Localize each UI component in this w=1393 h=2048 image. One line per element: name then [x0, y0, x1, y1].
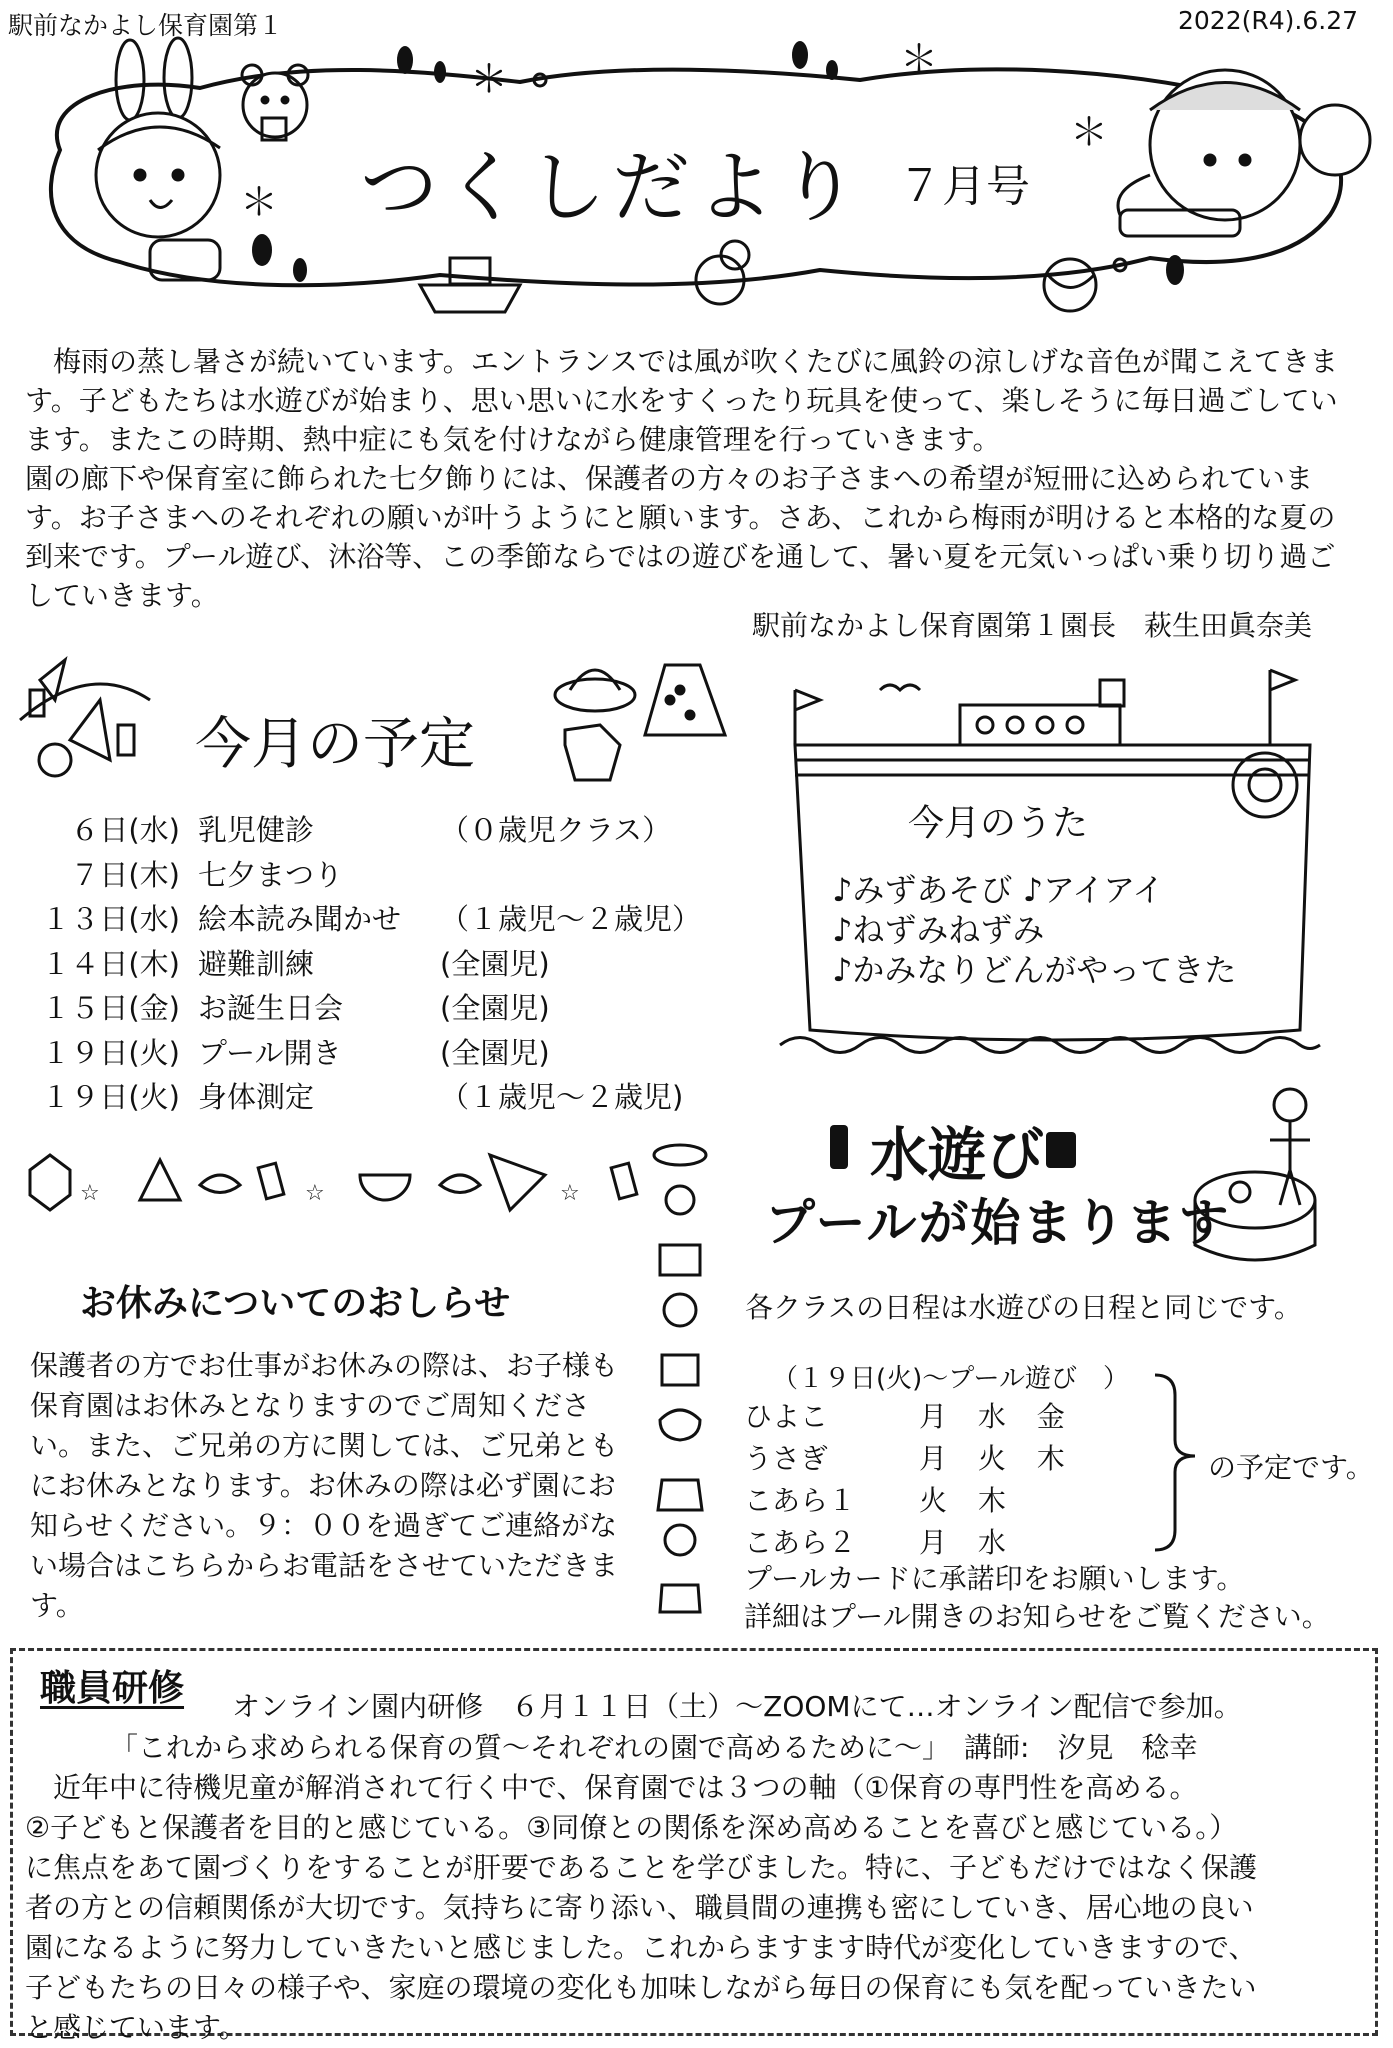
- schedule-date: １３日(水): [41, 902, 180, 936]
- svg-text:＊: ＊: [470, 57, 509, 101]
- staff-body-line: 園になるように努力していきたいと感じました。これからますます時代が変化していきますので、: [25, 1931, 1257, 1964]
- staff-body-line: 子どもたちの日々の様子や、家庭の環境の変化も加味しながら毎日の保育にも気を配っていきたい: [25, 1971, 1257, 2004]
- schedule-event: 乳児健診: [198, 813, 315, 847]
- staff-body-line: 者の方との信頼関係が大切です。気持ちに寄り添い、職員間の連携も密にしていき、居心地の良い: [25, 1891, 1254, 1924]
- pool-footer-line: 詳細はプール開きのお知らせをご覧ください。: [744, 1600, 1330, 1633]
- pool-note: 各クラスの日程は水遊びの日程と同じです。: [745, 1291, 1302, 1324]
- schedule-event: 避難訓練: [198, 946, 315, 981]
- oyasumi-title: お休みについてのおしらせ: [80, 1283, 511, 1324]
- issue-number: ７月号: [898, 161, 1030, 212]
- staff-training-info: オンライン園内研修 ６月１１日（土）～ZOOMにて…オンライン配信で参加。: [232, 1690, 1242, 1723]
- schedule-event: お誕生日会: [198, 991, 344, 1025]
- pool-footer: [744, 1560, 1330, 1636]
- song-item: ♪みずあそび ♪アイアイ: [832, 871, 1165, 909]
- svg-text:☆: ☆: [80, 1181, 100, 1206]
- schedule-date: １５日(金): [41, 991, 180, 1025]
- intro-paragraph: 梅雨の蒸し暑さが続いています。エントランスでは風が吹くたびに風鈴の涼しげな音色が聞こえてきます。子どもたちは水遊びが始まり、思い思いに水をすくったり玩具を使って、楽しそうに毎日過ごしています。またこの時期、熱中症にも気を付けながら健康管理を行っていきます。: [25, 345, 1338, 456]
- svg-text:☆: ☆: [305, 1181, 325, 1206]
- song-item: ♪かみなりどんがやってきた: [832, 951, 1237, 989]
- pool-class-name: こあら１: [744, 1484, 857, 1517]
- pool-title-main: 水遊び: [870, 1121, 1045, 1189]
- rabbit-illustration: [96, 38, 220, 280]
- nursery-name: 駅前なかよし保育園第１: [8, 11, 284, 40]
- svg-text:＊: ＊: [900, 37, 939, 81]
- schedule-date: １４日(木): [41, 946, 180, 981]
- pool-class-days: 月 水: [919, 1526, 1010, 1559]
- staff-title: 職員研修: [40, 1668, 185, 1709]
- schedule-event: 身体測定: [198, 1080, 315, 1114]
- schedule-note: (全園児): [440, 991, 550, 1025]
- intro-paragraph: 園の廊下や保育室に飾られた七夕飾りには、保護者の方々のお子さまへの希望が短冊に込められています。お子さまへのそれぞれの願いが叶うようにと願います。さあ、これから梅雨が明けると本格的な夏の到来です。プール遊び、沐浴等、この季節ならではの遊びを通して、暑い夏を元気いっぱい乗り切り過ごしていきます。: [25, 462, 1336, 612]
- pool-start-note: （１９日(火)～プール遊び ）: [772, 1364, 1129, 1394]
- schedule-note: (全園児): [440, 1035, 550, 1070]
- schedule-date: １９日(火): [41, 1035, 180, 1070]
- schedule-date: ６日(水): [70, 813, 180, 847]
- issue-date: 2022(R4).6.27: [1178, 6, 1359, 35]
- schedule-title: 今月の予定: [195, 712, 475, 777]
- pool-class-name: こあら２: [744, 1526, 857, 1559]
- svg-text:☆: ☆: [560, 1181, 580, 1206]
- schedule-event: 絵本読み聞かせ: [198, 902, 402, 936]
- clothes-illustration: [555, 665, 725, 780]
- pool-brace: [1155, 1375, 1195, 1550]
- schedule-date: ７日(木): [70, 857, 180, 892]
- pool-title-sub: プールが始まります: [765, 1194, 1231, 1252]
- schedule-note: （１歳児～２歳児): [440, 1080, 684, 1114]
- oyasumi-body: 保護者の方でお仕事がお休みの際は、お子様も保育園はお休みとなりますのでご周知ください。また、ご兄弟の方に関しては、ご兄弟ともにお休みとなります。お休みの際は必ず園にお知らせください。９：００を過ぎてご連絡がない場合はこちらからお電話をさせていただきます。: [30, 1349, 619, 1622]
- intro-text: [25, 342, 1350, 615]
- schedule-date: １９日(火): [41, 1080, 180, 1114]
- schedule-event: プール開き: [198, 1035, 342, 1070]
- summer-icon-row: [30, 1155, 637, 1210]
- staff-body-line: 近年中に待機児童が解消されて行く中で、保育園では３つの軸（①保育の専門性を高める。: [25, 1771, 1198, 1804]
- song-item: ♪ねずみねずみ: [832, 911, 1045, 949]
- director-signature: 駅前なかよし保育園第１園長 萩生田眞奈美: [752, 609, 1313, 642]
- schedule-event: 七夕まつり: [198, 857, 344, 892]
- pool-class-name: ひよこ: [744, 1400, 829, 1433]
- pool-class-days: 火 木: [919, 1484, 1010, 1517]
- song-title: 今月のうた: [908, 803, 1089, 844]
- schedule-note: （１歳児～２歳児）: [440, 902, 702, 936]
- pool-footer-line: プールカードに承諾印をお願いします。: [744, 1562, 1245, 1595]
- pool-class-name: うさぎ: [744, 1442, 829, 1475]
- schedule-note: （０歳児クラス）: [440, 813, 672, 847]
- pool-brace-text: の予定です。: [1208, 1451, 1374, 1484]
- staff-body-line: ②子どもと保護者を目的と感じている。③同僚との関係を深め高めることを喜びと感じている。）: [25, 1811, 1238, 1844]
- ship-illustration: [780, 670, 1320, 1053]
- pool-class-days: 月 水 金: [919, 1400, 1069, 1433]
- schedule-note: (全園児): [440, 946, 550, 981]
- pool-class-days: 月 火 木: [919, 1442, 1069, 1475]
- staff-training-topic: 「これから求められる保育の質～それぞれの園で高めるために～」 講師: 汐見 稔幸: [110, 1731, 1198, 1764]
- svg-text:＊: ＊: [1070, 110, 1109, 154]
- svg-text:＊: ＊: [240, 180, 279, 224]
- newsletter-title: つくしだより: [360, 143, 865, 233]
- vertical-icon-column: [654, 1145, 706, 1612]
- tanabata-illustration: [20, 660, 150, 776]
- staff-body-line: と感じています。: [25, 2011, 247, 2044]
- song-list: [832, 870, 1236, 990]
- staff-body-line: に焦点をあて園づくりをすることが肝要であることを学びました。特に、子どもだけではなく保護: [25, 1851, 1258, 1884]
- staff-body: [25, 1768, 1370, 2048]
